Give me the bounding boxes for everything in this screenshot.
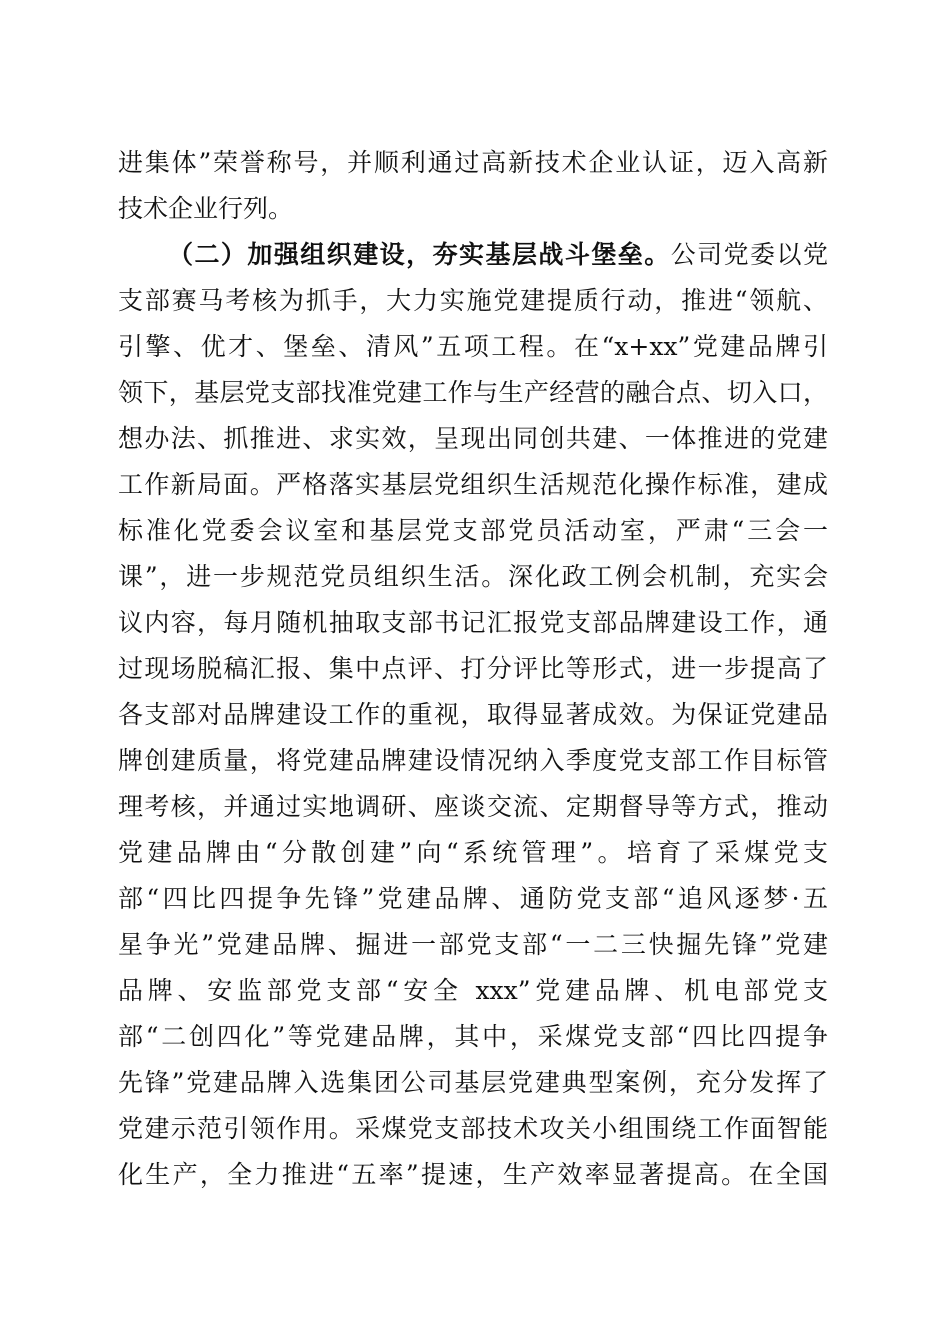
text-line-13: 各支部对品牌建设工作的重视，取得显著成效。为保证党建品 xyxy=(118,700,828,729)
text-line-1: 进集体”荣誉称号，并顺利通过高新技术企业认证，迈入高新 xyxy=(118,148,828,177)
text-line-18: 星争光”党建品牌、掘进一部党支部“一二三快掘先锋”党建 xyxy=(118,930,828,959)
text-line-2: 技术企业行列。 xyxy=(118,194,294,223)
text-line-17: 部“四比四提争先锋”党建品牌、通防党支部“追风逐梦·五 xyxy=(118,884,828,913)
text-line-10: 课”，进一步规范党员组织生活。深化政工例会机制，充实会 xyxy=(118,562,828,591)
text-line-12: 过现场脱稿汇报、集中点评、打分评比等形式，进一步提高了 xyxy=(118,654,828,683)
text-line-14: 牌创建质量，将党建品牌建设情况纳入季度党支部工作目标管 xyxy=(118,746,828,775)
text-line-23: 化生产，全力推进“五率”提速，生产效率显著提高。在全国 xyxy=(118,1160,828,1189)
body-text xyxy=(118,140,828,1198)
text-line-4: 支部赛马考核为抓手，大力实施党建提质行动，推进“领航、 xyxy=(118,286,828,315)
text-line-11: 议内容，每月随机抽取支部书记汇报党支部品牌建设工作，通 xyxy=(118,608,828,637)
text-line-5: 引擎、优才、堡垒、清风”五项工程。在“x+xx”党建品牌引 xyxy=(118,332,828,361)
text-line-9: 标准化党委会议室和基层党支部党员活动室，严肃“三会一 xyxy=(118,516,828,545)
text-line-19: 品牌、安监部党支部“安全 xxx”党建品牌、机电部党支 xyxy=(118,976,828,1005)
text-line-8: 工作新局面。严格落实基层党组织生活规范化操作标准，建成 xyxy=(118,470,828,499)
section-heading-rest: 公司党委以党 xyxy=(670,240,828,269)
text-line-15: 理考核，并通过实地调研、座谈交流、定期督导等方式，推动 xyxy=(118,792,828,821)
text-line-20: 部“二创四化”等党建品牌，其中，采煤党支部“四比四提争 xyxy=(118,1022,828,1051)
section-heading: （二）加强组织建设，夯实基层战斗堡垒。 xyxy=(168,240,671,269)
text-line-16: 党建品牌由“分散创建”向“系统管理”。培育了采煤党支 xyxy=(118,838,828,867)
section-heading-line xyxy=(118,232,828,278)
text-line-6: 领下，基层党支部找准党建工作与生产经营的融合点、切入口， xyxy=(118,378,828,407)
text-line-21: 先锋”党建品牌入选集团公司基层党建典型案例，充分发挥了 xyxy=(118,1068,828,1097)
text-line-7: 想办法、抓推进、求实效，呈现出同创共建、一体推进的党建 xyxy=(118,424,828,453)
text-line-22: 党建示范引领作用。采煤党支部技术攻关小组围绕工作面智能 xyxy=(118,1114,828,1143)
